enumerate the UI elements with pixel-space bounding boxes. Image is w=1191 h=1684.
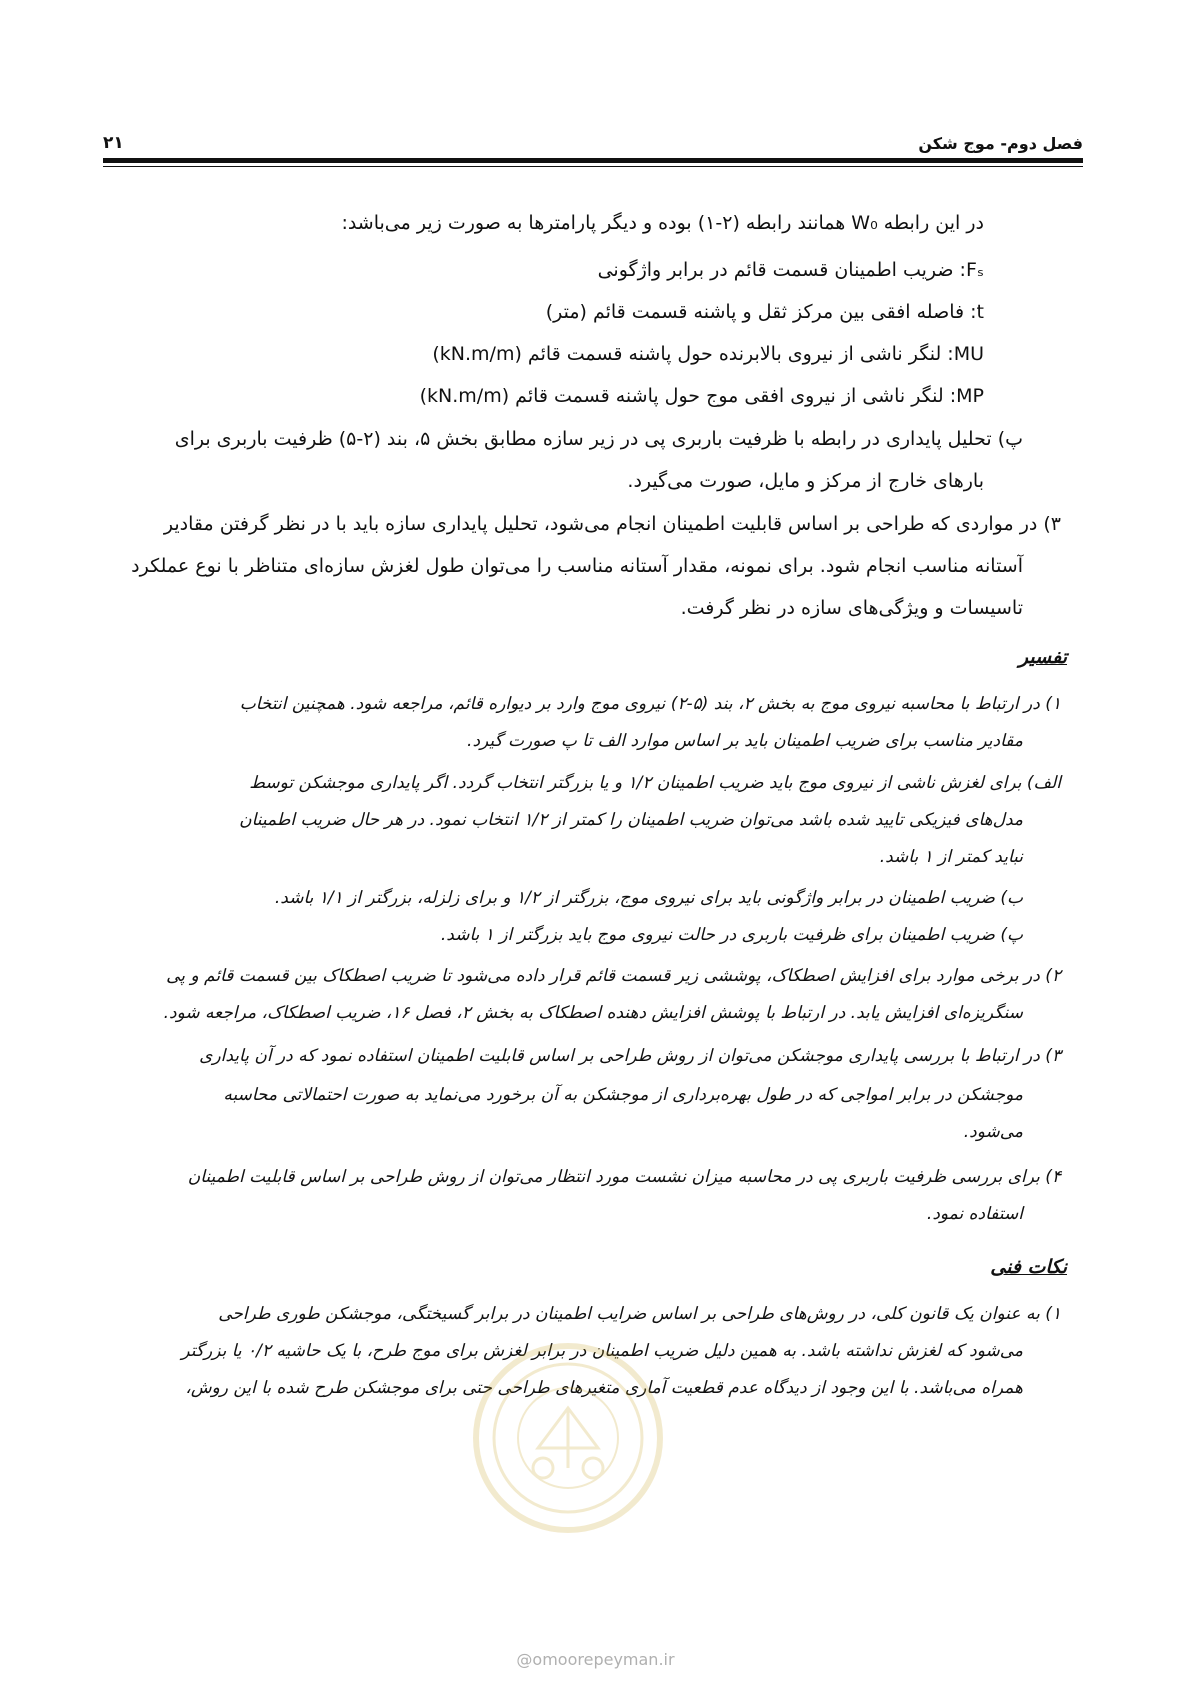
header-rule-thin [103,166,1083,167]
tafsir-heading: تفسیر [1018,646,1067,668]
tafsir-line-8: ۲) در برخی موارد برای افزایش اصطکاک، پوششی زیر قسمت قائم قرار داده می‌شود تا ضریب اصطکاک بین قسمت قائم و پی [166,966,1061,986]
clause-3-line-3: تاسیسات و ویژگی‌های سازه در نظر گرفت. [680,597,1023,619]
tafsir-line-7: پ) ضریب اطمینان برای ظرفیت باربری در حالت نیروی موج باید بزرگتر از ۱ باشد. [440,925,1023,945]
tafsir-line-5: نباید کمتر از ۱ باشد. [879,847,1023,867]
clause-3-line-2: آستانه مناسب انجام شود. برای نمونه، مقدار آستانه مناسب را می‌توان طول لغزش سازه‌ای متناظر با نوع عملکرد [131,555,1023,577]
chapter-title: فصل دوم- موج شکن [918,133,1083,153]
page-number: ۲۱ [103,133,124,153]
tafsir-line-10: ۳) در ارتباط با بررسی پایداری موجشکن می‌توان از روش طراحی بر اساس قابلیت اطمینان استفاده نمود که در آن پایداری [199,1046,1061,1066]
technical-line-2: می‌شود که لغزش نداشته باشد. به همین دلیل ضریب اطمینان در برابر لغزش برای موج طرح، با یک حاشیه ۰/۲ یا بزرگتر [181,1341,1023,1361]
clause-pe-line-2: بارهای خارج از مرکز و مایل، صورت می‌گیرد. [627,470,984,492]
tafsir-line-12: می‌شود. [963,1122,1023,1142]
tafsir-line-4: مدل‌های فیزیکی تایید شده باشد می‌توان ضریب اطمینان را کمتر از ۱/۲ انتخاب نمود. در هر حال ضریب اطمینان [239,810,1023,830]
page-header [103,128,1083,158]
technical-line-3: همراه می‌باشد. با این وجود از دیدگاه عدم قطعیت آماری متغیرهای طراحی حتی برای موجشکن طرح شده با این روش، [185,1378,1023,1398]
param-t: t: فاصله افقی بین مرکز ثقل و پاشنه قسمت قائم (متر) [545,301,984,323]
technical-line-1: ۱) به عنوان یک قانون کلی، در روش‌های طراحی بر اساس ضرایب اطمینان در برابر گسیختگی، موجشکن طوری طراحی [218,1304,1061,1324]
technical-heading: نکات فنی [990,1256,1067,1278]
tafsir-line-1: ۱) در ارتباط با محاسبه نیروی موج به بخش ۲، بند (۵-۲) نیروی موج وارد بر دیواره قائم، مراجعه شود. همچنین انتخاب [239,694,1061,714]
tafsir-line-6: ب) ضریب اطمینان در برابر واژگونی باید برای نیروی موج، بزرگتر از ۱/۲ و برای زلزله، بزرگتر از ۱/۱ باشد. [274,888,1023,908]
tafsir-line-13: ۴) برای بررسی ظرفیت باربری پی در محاسبه میزان نشست مورد انتظار می‌توان از روش طراحی بر اساس قابلیت اطمینان [187,1167,1061,1187]
tafsir-line-14: استفاده نمود. [926,1204,1023,1224]
watermark-url: @omoorepeyman.ir [516,1650,675,1669]
tafsir-line-9: سنگریزه‌ای افزایش یابد. در ارتباط با پوشش افزایش دهنده اصطکاک به بخش ۲، فصل ۱۶، ضریب اصطکاک، مراجعه شود. [163,1003,1023,1023]
tafsir-line-3: الف) برای لغزش ناشی از نیروی موج باید ضریب اطمینان ۱/۲ و یا بزرگتر انتخاب گردد. اگر پایداری موجشکن توسط [249,773,1061,793]
header-rule-thick [103,158,1083,163]
param-fs: Fₛ: ضریب اطمینان قسمت قائم در برابر واژگونی [597,259,984,281]
param-mp: MP: لنگر ناشی از نیروی افقی موج حول پاشنه قسمت قائم (kN.m/m) [419,385,984,407]
clause-pe-line-1: پ) تحلیل پایداری در رابطه با ظرفیت باربری پی در زیر سازه مطابق بخش ۵، بند (۲-۵) ظرفیت باربری برای [174,428,1023,450]
clause-3-line-1: ۳) در مواردی که طراحی بر اساس قابلیت اطمینان انجام می‌شود، تحلیل پایداری سازه باید با در نظر گرفتن مقادیر [163,513,1061,535]
params-intro: در این رابطه W₀ همانند رابطه (۲-۱) بوده و دیگر پارامترها به صورت زیر می‌باشد: [341,212,984,234]
tafsir-line-11: موجشکن در برابر امواجی که در طول بهره‌برداری از موجشکن به آن برخورد می‌نماید به صورت احتمالاتی محاسبه [223,1085,1023,1105]
param-mu: MU: لنگر ناشی از نیروی بالابرنده حول پاشنه قسمت قائم (kN.m/m) [432,343,984,365]
tafsir-line-2: مقادیر مناسب برای ضریب اطمینان باید بر اساس موارد الف تا پ صورت گیرد. [467,731,1023,751]
seal-watermark [468,1338,668,1538]
